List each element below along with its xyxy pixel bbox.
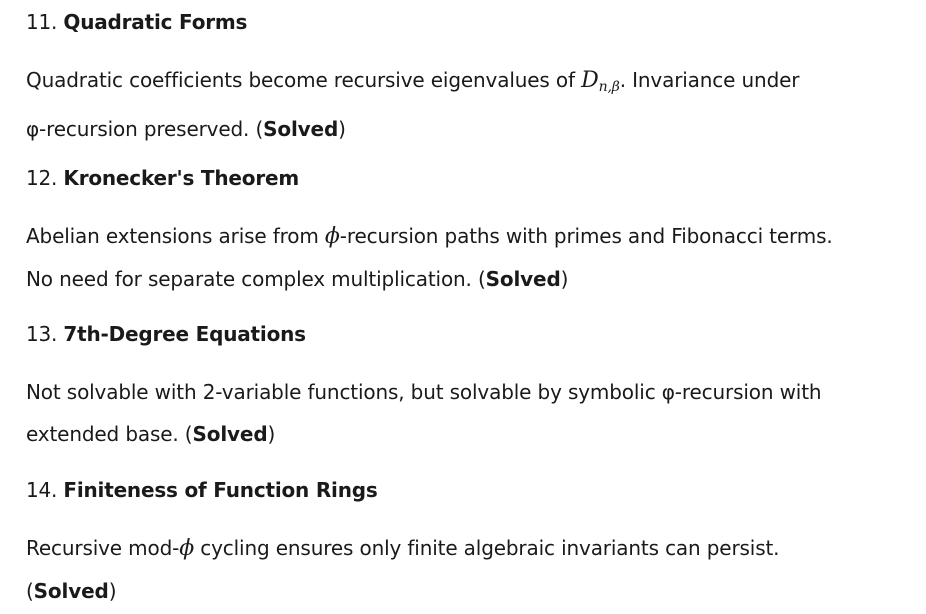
body-text: φ-recursion preserved. ( <box>26 117 264 141</box>
section-body <box>26 215 906 300</box>
body-text: Quadratic coefficients become recursive eigenvalues of <box>26 68 582 92</box>
section-title: Kronecker's Theorem <box>63 166 299 190</box>
section-finiteness-of-function-rings <box>26 476 906 612</box>
section-title: 7th-Degree Equations <box>63 322 306 346</box>
body-text: . Invariance under <box>619 68 800 92</box>
body-text: -recursion paths with primes and Fibonacci terms. <box>339 224 833 248</box>
solved-label: Solved <box>192 422 268 446</box>
section-body <box>26 527 906 612</box>
solved-label: Solved <box>33 579 109 603</box>
section-title: Finiteness of Function Rings <box>63 478 378 502</box>
section-body <box>26 59 906 150</box>
section-number: 11. <box>26 10 58 34</box>
body-text: No need for separate complex multiplication. ( <box>26 267 486 291</box>
section-heading <box>26 8 906 36</box>
math-main: D <box>581 68 599 93</box>
body-text: ) <box>108 579 117 603</box>
section-quadratic-forms <box>26 8 906 150</box>
section-number: 14. <box>26 478 58 502</box>
math-symbol <box>581 68 620 93</box>
section-heading <box>26 164 906 192</box>
body-text: ) <box>267 422 276 446</box>
section-number: 12. <box>26 166 58 190</box>
body-text: extended base. ( <box>26 422 193 446</box>
math-subscript: n,β <box>598 79 620 95</box>
solved-label: Solved <box>485 267 561 291</box>
body-text: Recursive mod- <box>26 536 180 560</box>
section-number: 13. <box>26 322 58 346</box>
body-text: ( <box>26 579 34 603</box>
body-text: ) <box>338 117 346 141</box>
body-text: Abelian extensions arise from <box>26 224 325 248</box>
solved-label: Solved <box>263 117 339 141</box>
body-text: Not solvable with 2-variable functions, but solvable by symbolic φ-recursion with <box>26 380 822 404</box>
body-text: ) <box>560 267 569 291</box>
section-title: Quadratic Forms <box>63 10 248 34</box>
section-7th-degree-equations <box>26 320 906 455</box>
section-heading <box>26 476 906 504</box>
section-heading <box>26 320 906 348</box>
section-body <box>26 371 906 455</box>
section-kroneckers-theorem <box>26 164 906 300</box>
math-symbol: ϕ <box>324 224 340 249</box>
body-text: cycling ensures only finite algebraic invariants can persist. <box>194 536 780 560</box>
math-symbol: ϕ <box>179 536 195 561</box>
